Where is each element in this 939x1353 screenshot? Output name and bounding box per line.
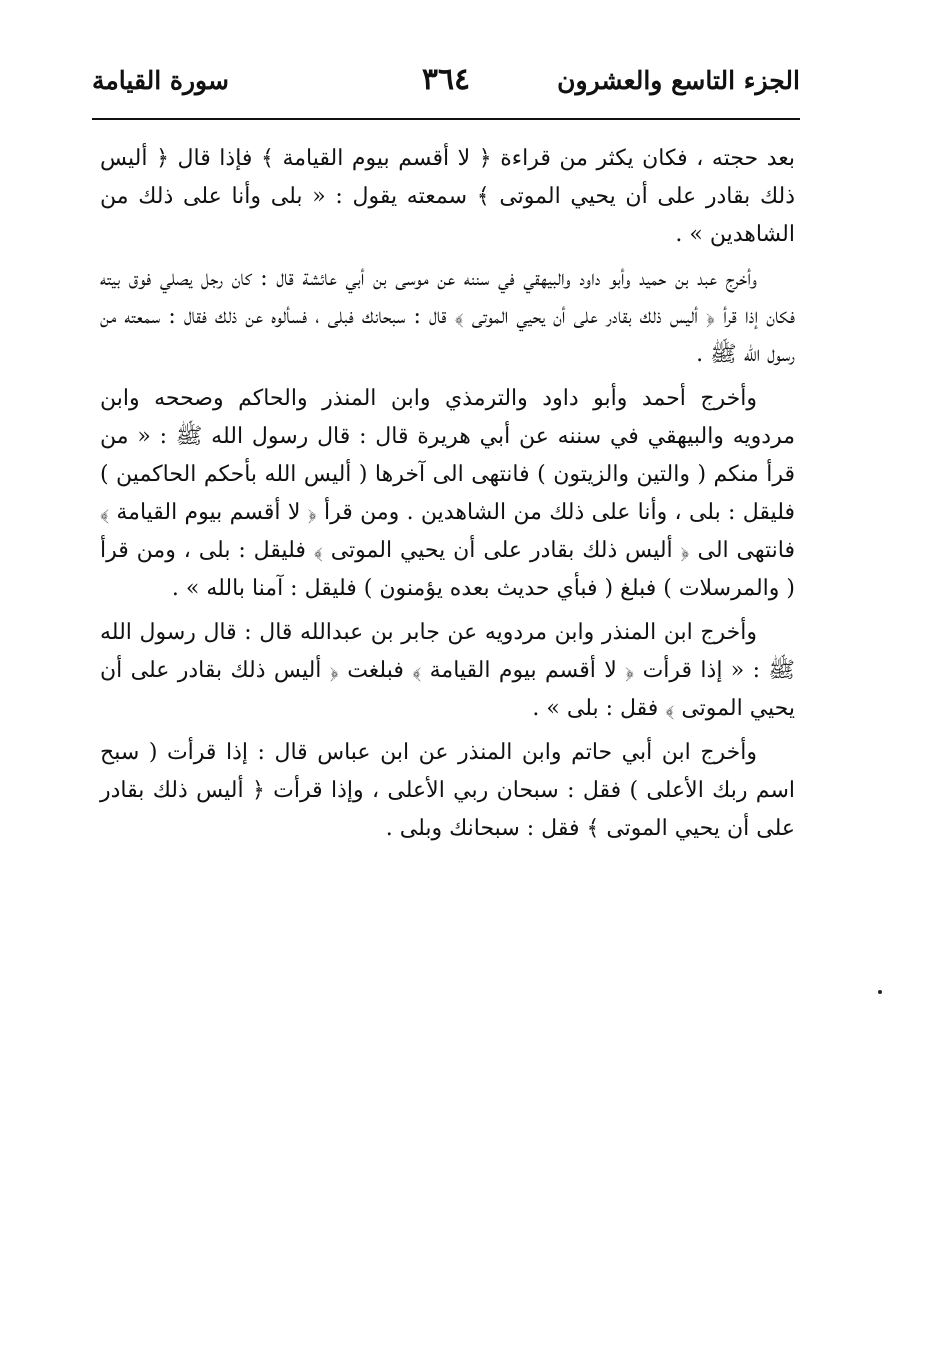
paragraph: وأخرج ابن أبي حاتم وابن المنذر عن ابن عباس قال : إذا قرأت ( سبح اسم ربك الأعلى ) فقل : سبحان ربي الأعلى ، وإذا قرأت ﴿ أليس ذلك بقادر على أن يحيي الموتى ﴾ فقل : سبحانك وبلى . bbox=[100, 740, 795, 841]
page-header bbox=[92, 62, 800, 112]
stray-mark bbox=[878, 990, 882, 994]
page-number: ٣٦٤ bbox=[421, 62, 471, 97]
paragraph: وأخرج ابن المنذر وابن مردويه عن جابر بن عبدالله قال : قال رسول الله ﷺ : « إذا قرأت ﴿ لا أقسم بيوم القيامة ﴾ فبلغت ﴿ أليس ذلك بقادر على أن يحيي الموتى ﴾ فقل : بلى » . bbox=[100, 620, 795, 721]
paragraph: وأخرج أحمد وأبو داود والترمذي وابن المنذر والحاكم وصححه وابن مردويه والبيهقي في سننه عن أبي هريرة قال : قال رسول الله ﷺ : « من قرأ منكم ( والتين والزيتون ) فانتهى الى آخرها ( أليس الله بأحكم الحاكمين ) فليقل : بلى ، وأنا على ذلك من الشاهدين . ومن قرأ ﴿ لا أقسم بيوم القيامة ﴾ فانتهى الى ﴿ أليس ذلك بقادر على أن يحيي الموتى ﴾ فليقل : بلى ، ومن قرأ ( والمرسلات ) فبلغ ( فبأي حديث بعده يؤمنون ) فليقل : آمنا بالله » . bbox=[100, 386, 795, 601]
part-title: الجزء التاسع والعشرون bbox=[557, 66, 800, 95]
header-rule bbox=[92, 118, 800, 120]
page-body bbox=[100, 140, 795, 854]
paragraph: بعد حجته ، فكان يكثر من قراءة ﴿ لا أقسم بيوم القيامة ﴾ فإذا قال ﴿ أليس ذلك بقادر على أن يحيي الموتى ﴾ سمعته يقول : « بلى وأنا على ذلك من الشاهدين » . bbox=[100, 146, 795, 247]
paragraph: وأخرج عبد بن حميد وأبو داود والبيهقي في سننه عن موسى بن أبي عائشة قال : كان رجل يصلي فوق بيته فكان إذا قرأ ﴿ أليس ذلك بقادر على أن يحيي الموتى ﴾ قال : سبحانك فبلى ، فسألوه عن ذلك فقال : سمعته من رسول الله ﷺ . bbox=[100, 266, 795, 367]
surah-title: سورة القيامة bbox=[92, 66, 229, 95]
